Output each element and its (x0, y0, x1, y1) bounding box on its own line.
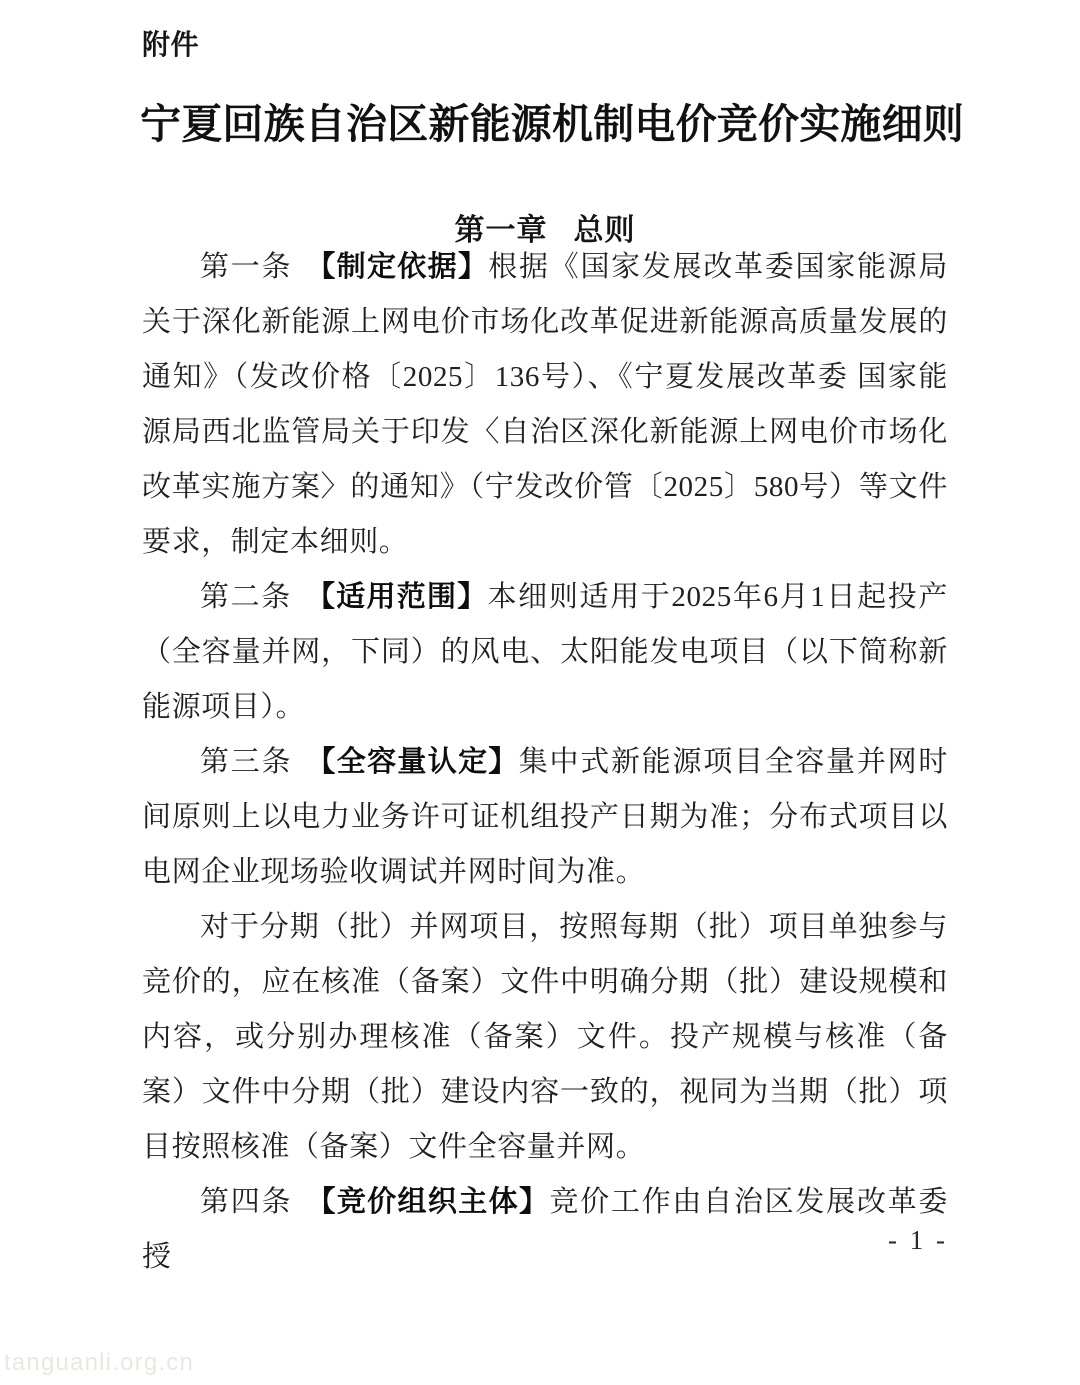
article-tag: 【适用范围】 (305, 581, 488, 613)
article-text: 根据《国家发展改革委国家能源局关于深化新能源上网电价市场化改革促进新能源高质量发展的通知》（发改价格〔2025〕136号）、《宁夏发展改革委 国家能源局西北监管局关于印发〈自治区深化新能源上网电价市场化改革实施方案〉的通知》（宁发改价管〔2025〕580号）等文件要求，制定本细则。 (142, 251, 948, 558)
article-text: 集中式新能源项目全容量并网时间原则上以电力业务许可证机组投产日期为准；分布式项目以电网企业现场验收调试并网时间为准。 (142, 746, 948, 888)
article-number: 第三条 (200, 746, 293, 778)
article-number: 第二条 (200, 581, 292, 613)
chapter-number: 第一章 (454, 213, 548, 247)
article-tag: 【竞价组织主体】 (305, 1186, 550, 1218)
article-number: 第一条 (200, 251, 293, 283)
article-paragraph (142, 240, 948, 570)
page-number: - 1 - (888, 1225, 948, 1255)
article-text: 竞价工作由自治区发展改革委授 (142, 1186, 948, 1273)
article-paragraph (142, 570, 948, 735)
chapter-name: 总则 (573, 213, 636, 247)
page-title: 宁夏回族自治区新能源机制电价竞价实施细则 (140, 101, 964, 148)
article-text: 对于分期（批）并网项目，按照每期（批）项目单独参与竞价的，应在核准（备案）文件中明确分期（批）建设规模和内容，或分别办理核准（备案）文件。投产规模与核准（备案）文件中分期（批）建设内容一致的，视同为当期（批）项目按照核准（备案）文件全容量并网。 (142, 911, 948, 1163)
article-number: 第四条 (200, 1186, 293, 1218)
article-text: 本细则适用于2025年6月1日起投产（全容量并网，下同）的风电、太阳能发电项目（以下简称新能源项目）。 (142, 581, 948, 723)
article-paragraph (142, 735, 948, 900)
article-tag: 【制定依据】 (305, 251, 489, 283)
attachment-label: 附件 (142, 29, 200, 60)
document-body (142, 240, 948, 1285)
watermark: tanguanli.org.cn (4, 1349, 194, 1376)
article-tag: 【全容量认定】 (305, 746, 519, 778)
article-paragraph (142, 900, 948, 1175)
